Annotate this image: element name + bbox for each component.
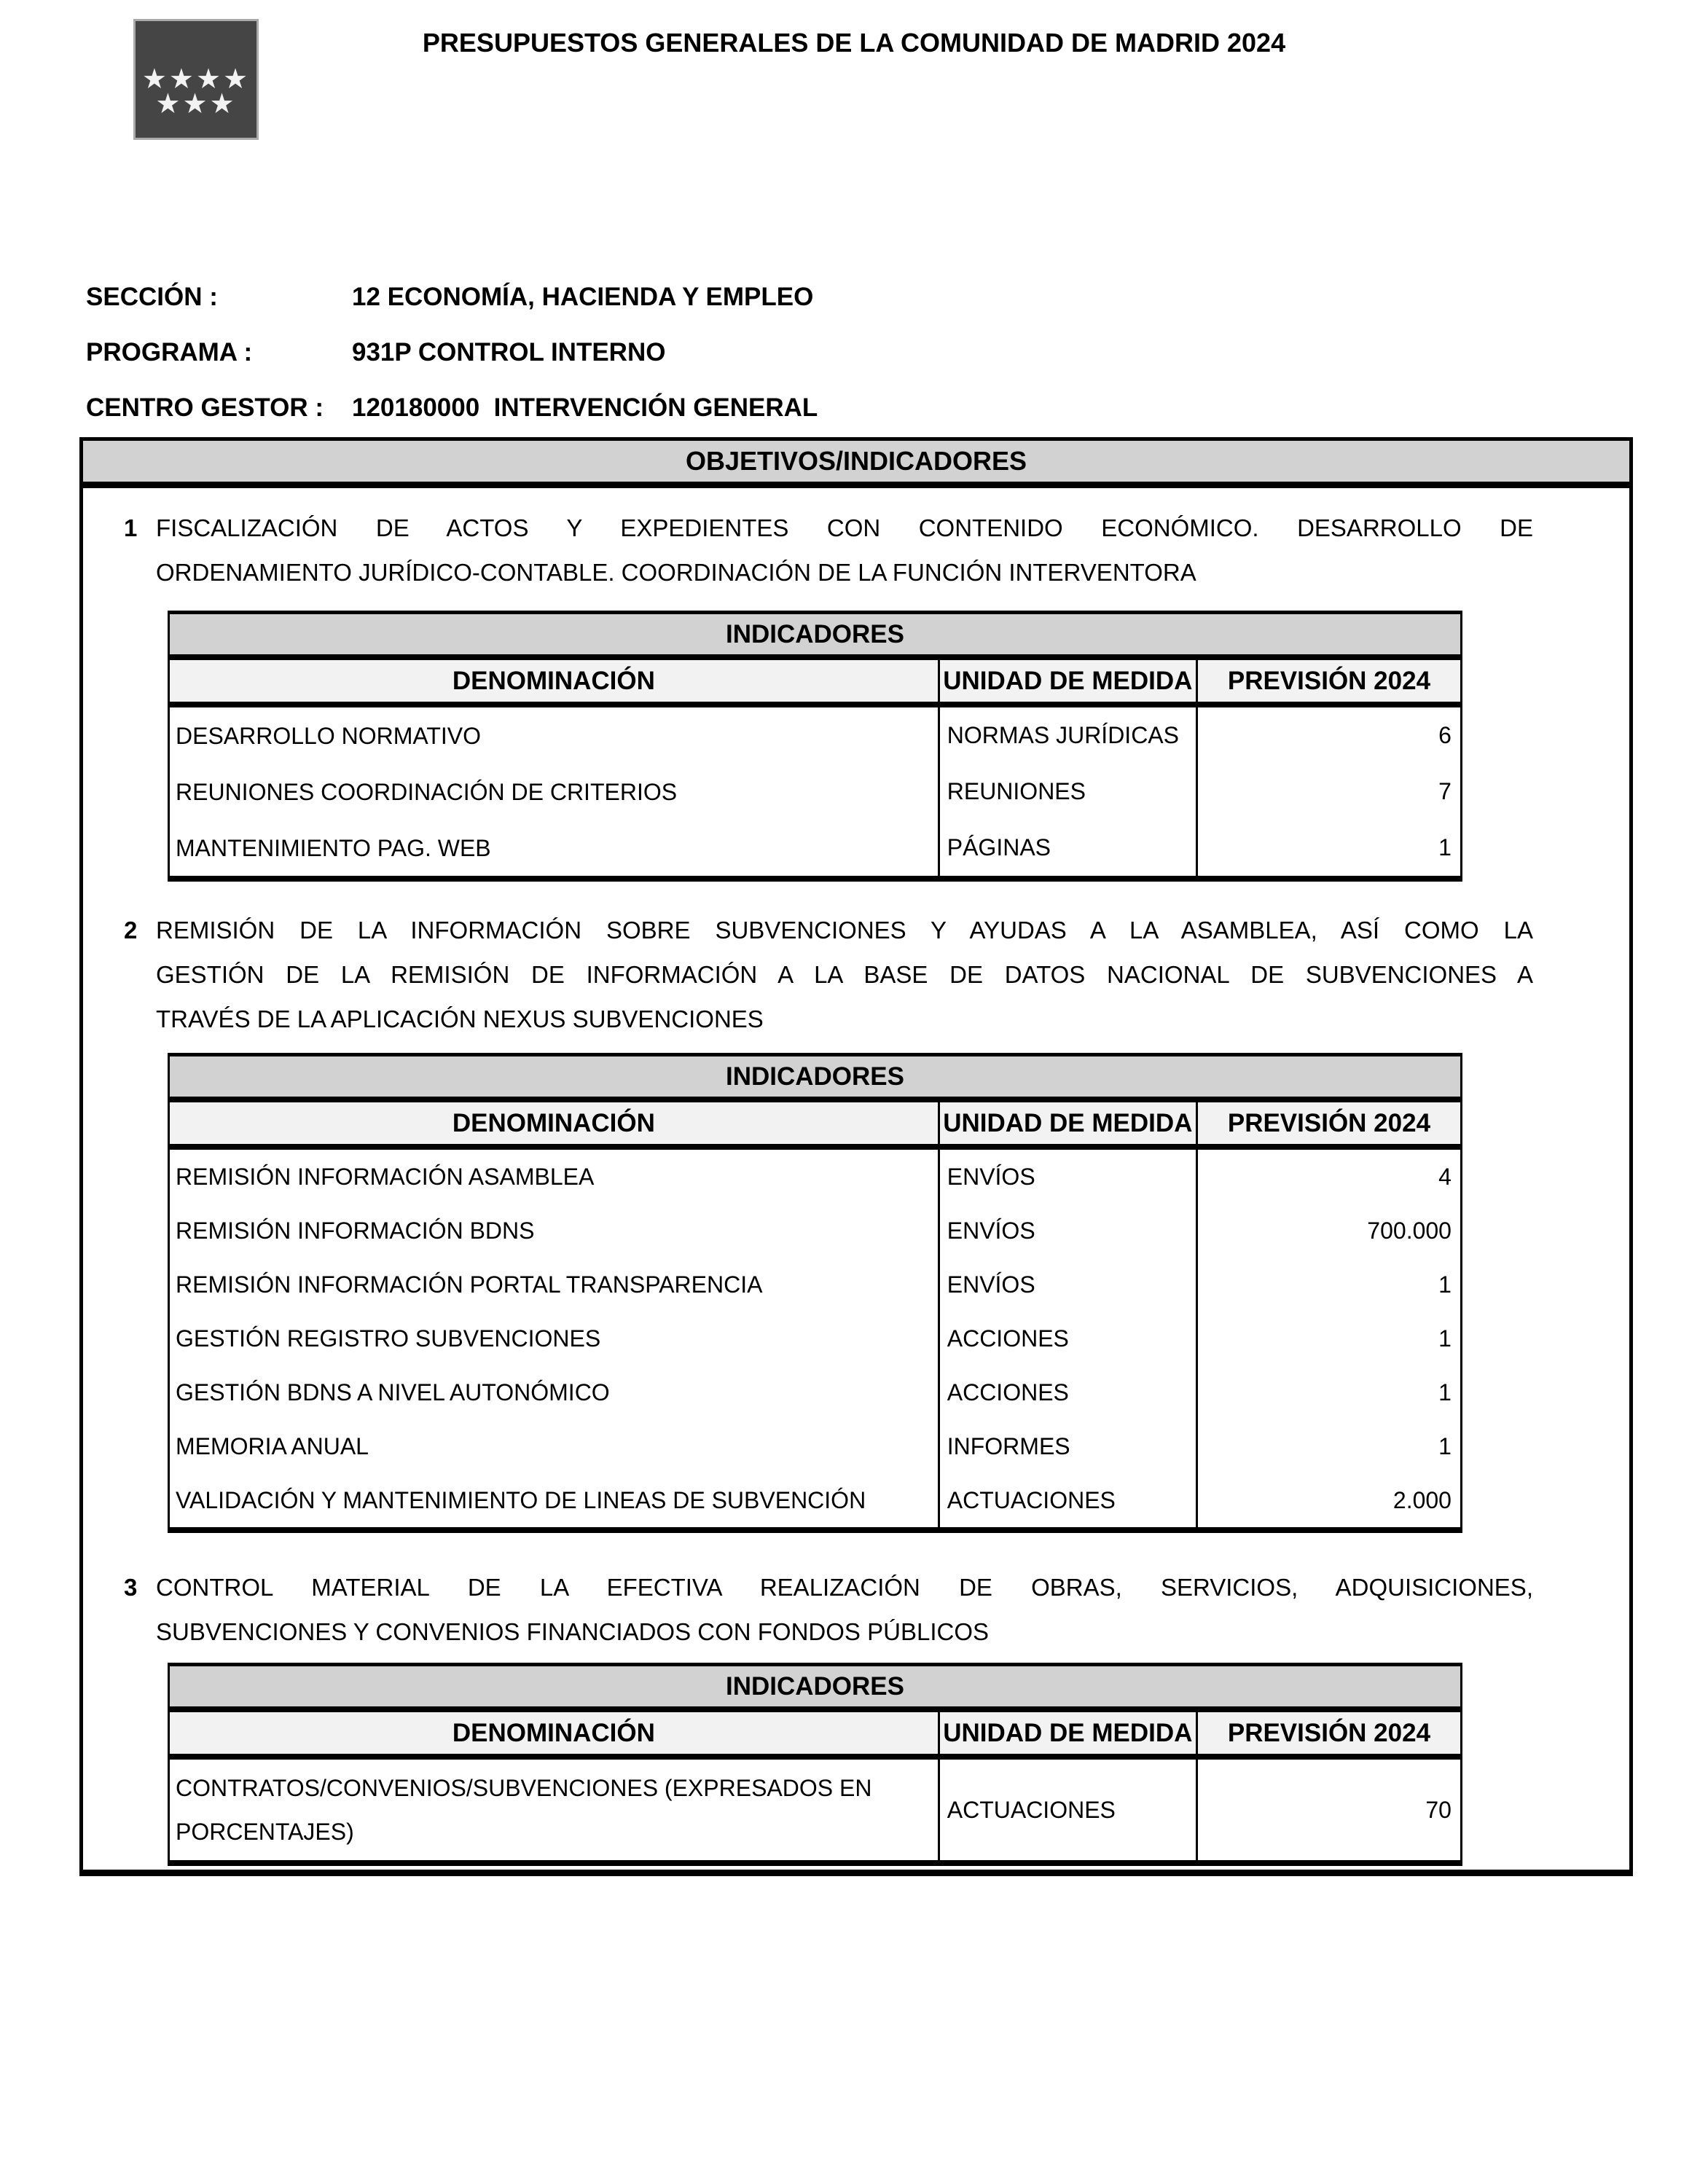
- meta-row-seccion: [86, 283, 818, 338]
- column-header-unidad-de-medida: UNIDAD DE MEDIDA: [938, 1712, 1196, 1754]
- indicator-prevision: 1: [1196, 1258, 1460, 1311]
- column-header-denominacion: DENOMINACIÓN: [452, 666, 655, 695]
- indicator-unidad: ACCIONES: [938, 1311, 1196, 1365]
- indicators-table-1-header-row: [170, 660, 1460, 707]
- indicator-denominacion: REMISIÓN INFORMACIÓN ASAMBLEA: [176, 1164, 595, 1190]
- column-header-denominacion: DENOMINACIÓN: [452, 1108, 655, 1137]
- indicator-unidad: INFORMES: [938, 1419, 1196, 1473]
- indicator-prevision: 1: [1196, 1419, 1460, 1473]
- indicator-row: [170, 707, 1460, 764]
- objetivos-indicadores-header: OBJETIVOS/INDICADORES: [83, 441, 1629, 488]
- indicator-denominacion: GESTIÓN BDNS A NIVEL AUTONÓMICO: [176, 1379, 610, 1405]
- seccion-value: 12 ECONOMÍA, HACIENDA Y EMPLEO: [352, 283, 814, 311]
- programa-value: 931P CONTROL INTERNO: [352, 338, 666, 366]
- objective-text-line: ORDENAMIENTO JURÍDICO-CONTABLE. COORDINACIÓN DE LA FUNCIÓN INTERVENTORA: [156, 559, 1196, 586]
- indicator-row: [170, 1150, 1460, 1204]
- indicators-table-3-header-row: [170, 1712, 1460, 1760]
- objective-text-line: GESTIÓN DE LA REMISIÓN DE INFORMACIÓN A LA BASE DE DATOS NACIONAL DE SUBVENCIONES A: [156, 961, 1533, 988]
- indicators-table-3-body: [170, 1760, 1460, 1860]
- flag-stars-bottom: ★★★: [155, 89, 237, 119]
- column-header-unidad-de-medida: UNIDAD DE MEDIDA: [938, 1102, 1196, 1144]
- indicator-prevision: 700.000: [1196, 1204, 1460, 1258]
- indicator-denominacion: MANTENIMIENTO PAG. WEB: [176, 834, 491, 861]
- indicator-row: [170, 820, 1460, 876]
- objective-3: [124, 1565, 1533, 1654]
- indicator-denominacion: REMISIÓN INFORMACIÓN PORTAL TRANSPARENCIA: [176, 1271, 763, 1298]
- indicator-unidad: NORMAS JURÍDICAS: [938, 707, 1196, 764]
- indicator-prevision: 1: [1196, 820, 1460, 876]
- column-header-prevision-2024: PREVISIÓN 2024: [1196, 660, 1460, 702]
- column-header-prevision-2024: PREVISIÓN 2024: [1196, 1102, 1460, 1144]
- program-meta-block: [86, 283, 818, 449]
- indicator-row: [170, 764, 1460, 820]
- indicators-table-2-title: INDICADORES: [170, 1056, 1460, 1102]
- indicator-prevision: 1: [1196, 1311, 1460, 1365]
- indicator-row: [170, 1311, 1460, 1365]
- indicators-table-2: [168, 1053, 1462, 1533]
- indicator-unidad: ENVÍOS: [938, 1258, 1196, 1311]
- indicator-row: [170, 1258, 1460, 1311]
- column-header-prevision-2024: PREVISIÓN 2024: [1196, 1712, 1460, 1754]
- indicator-denominacion: CONTRATOS/CONVENIOS/SUBVENCIONES (EXPRESADOS EN PORCENTAJES): [176, 1775, 872, 1845]
- indicator-unidad: REUNIONES: [938, 764, 1196, 820]
- flag-stars-top: ★★★★: [141, 64, 251, 95]
- centro-gestor-value: 120180000 INTERVENCIÓN GENERAL: [352, 393, 818, 422]
- indicator-denominacion: VALIDACIÓN Y MANTENIMIENTO DE LINEAS DE SUBVENCIÓN: [176, 1487, 866, 1513]
- indicators-table-2-body: [170, 1150, 1460, 1527]
- document-title: PRESUPUESTOS GENERALES DE LA COMUNIDAD DE MADRID 2024: [422, 28, 1286, 58]
- indicator-denominacion: REUNIONES COORDINACIÓN DE CRITERIOS: [176, 778, 678, 805]
- indicator-row: [170, 1419, 1460, 1473]
- meta-row-programa: [86, 338, 818, 393]
- indicator-denominacion: MEMORIA ANUAL: [176, 1433, 369, 1459]
- indicator-unidad: ACCIONES: [938, 1365, 1196, 1419]
- objective-3-number: 3: [124, 1574, 138, 1601]
- centro-gestor-label: CENTRO GESTOR :: [86, 393, 324, 422]
- indicator-row: [170, 1760, 1460, 1860]
- indicator-denominacion: REMISIÓN INFORMACIÓN BDNS: [176, 1218, 535, 1244]
- indicator-unidad: ACTUACIONES: [938, 1473, 1196, 1527]
- objective-2: [124, 908, 1533, 1041]
- indicator-denominacion: GESTIÓN REGISTRO SUBVENCIONES: [176, 1325, 601, 1352]
- objective-2-number: 2: [124, 917, 138, 944]
- indicator-unidad: PÁGINAS: [938, 820, 1196, 876]
- objective-text-line: CONTROL MATERIAL DE LA EFECTIVA REALIZACIÓN DE OBRAS, SERVICIOS, ADQUISICIONES,: [156, 1574, 1533, 1601]
- indicators-table-1-title: INDICADORES: [170, 614, 1460, 660]
- programa-label: PROGRAMA :: [86, 338, 253, 366]
- indicator-row: [170, 1365, 1460, 1419]
- indicator-unidad: ENVÍOS: [938, 1150, 1196, 1204]
- objective-text-line: FISCALIZACIÓN DE ACTOS Y EXPEDIENTES CON CONTENIDO ECONÓMICO. DESARROLLO DE: [156, 514, 1533, 541]
- indicators-table-3: [168, 1663, 1462, 1866]
- indicators-table-1-body: [170, 707, 1460, 876]
- indicators-table-3-title: INDICADORES: [170, 1666, 1460, 1712]
- indicator-prevision: 1: [1196, 1365, 1460, 1419]
- objective-1-number: 1: [124, 514, 138, 541]
- indicators-table-2-header-row: [170, 1102, 1460, 1150]
- indicator-row: [170, 1473, 1460, 1527]
- column-header-denominacion: DENOMINACIÓN: [452, 1718, 655, 1747]
- indicator-prevision: 7: [1196, 764, 1460, 820]
- indicator-row: [170, 1204, 1460, 1258]
- objective-1: [124, 506, 1533, 595]
- indicator-prevision: 2.000: [1196, 1473, 1460, 1527]
- indicator-unidad: ENVÍOS: [938, 1204, 1196, 1258]
- objective-text-line: TRAVÉS DE LA APLICACIÓN NEXUS SUBVENCIONES: [156, 1005, 764, 1032]
- column-header-unidad-de-medida: UNIDAD DE MEDIDA: [938, 660, 1196, 702]
- seccion-label: SECCIÓN :: [86, 283, 218, 311]
- indicator-denominacion: DESARROLLO NORMATIVO: [176, 722, 482, 749]
- objective-text-line: SUBVENCIONES Y CONVENIOS FINANCIADOS CON FONDOS PÚBLICOS: [156, 1618, 989, 1645]
- indicator-prevision: 6: [1196, 707, 1460, 764]
- objetivos-indicadores-box: [79, 437, 1633, 1876]
- indicators-table-1: [168, 611, 1462, 882]
- objective-text-line: REMISIÓN DE LA INFORMACIÓN SOBRE SUBVENCIONES Y AYUDAS A LA ASAMBLEA, ASÍ COMO LA: [156, 917, 1533, 944]
- indicator-prevision: 70: [1196, 1760, 1460, 1860]
- indicator-unidad: ACTUACIONES: [938, 1760, 1196, 1860]
- indicator-prevision: 4: [1196, 1150, 1460, 1204]
